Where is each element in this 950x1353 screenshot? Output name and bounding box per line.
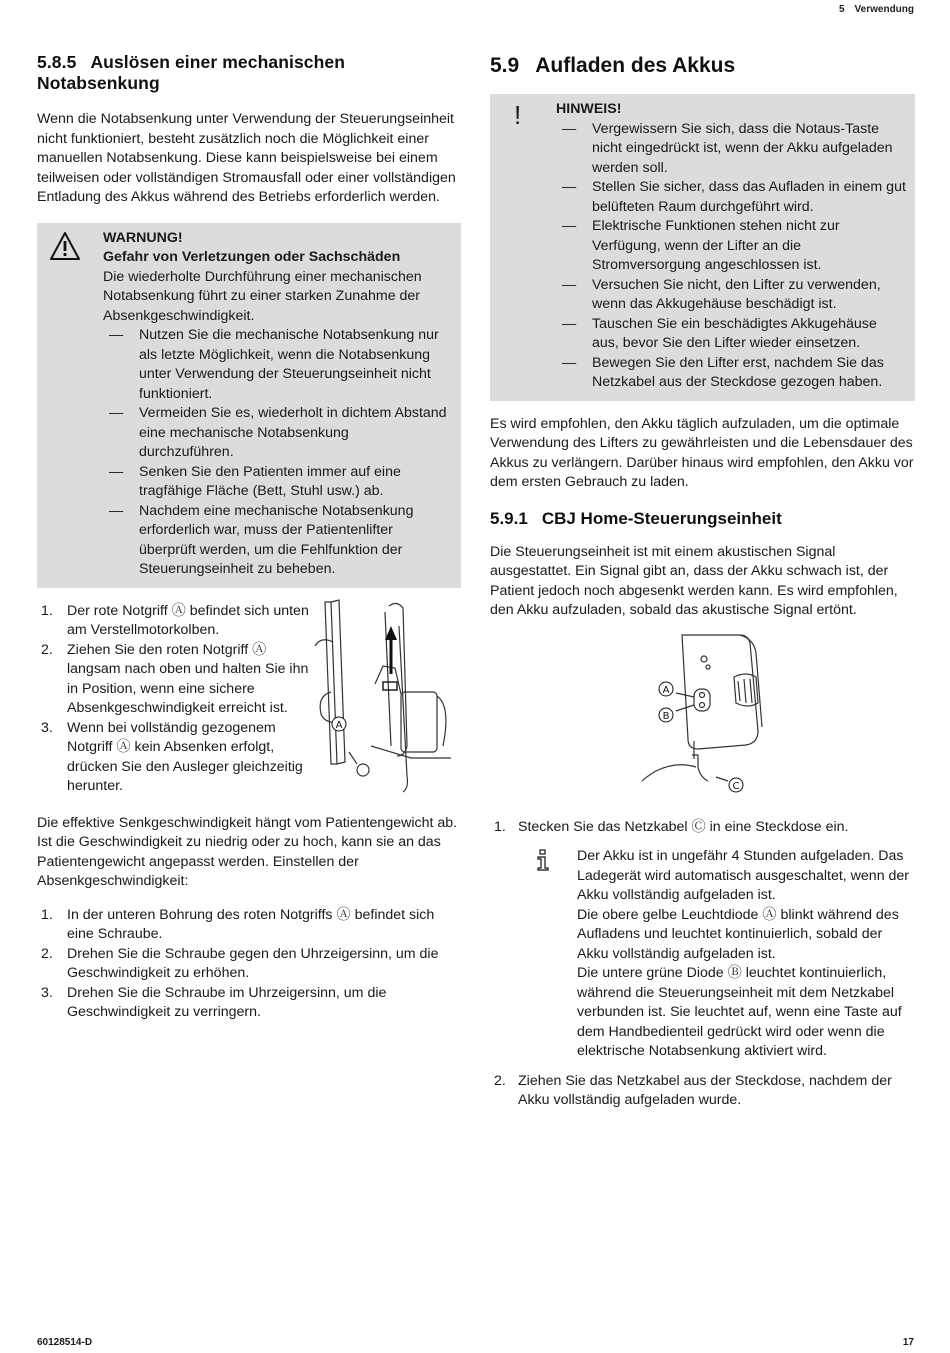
list-item [37, 984, 461, 1023]
section-number: 5.8.5 [37, 52, 77, 72]
warning-label: WARNUNG! [103, 229, 183, 246]
step-number: 1. [41, 602, 53, 619]
footer-doc-id: 60128514-D [37, 1337, 93, 1348]
step-number: 3. [41, 719, 53, 736]
intro-paragraph: Wenn die Notabsenkung unter Verwendung der Steuerungseinheit nicht funktioniert, besteht zusätzlich noch die Möglichkeit einer manuellen Notabsenkung. Diese kann beispielsweise bei einem teilweisen oder vollständigen Stromausfall oder einer vollständigen Entladung des Akkus während des Betriebs erforderlich werden. [37, 111, 456, 205]
notice-item: — Bewegen Sie den Lifter erst, nachdem Sie das Netzkabel aus der Steckdose gezogen haben. [562, 354, 907, 393]
notice-item: — Versuchen Sie nicht, den Lifter zu verwenden, wenn das Akkugehäuse beschädigt ist. [562, 276, 907, 315]
emergency-lever-illustration [311, 596, 461, 796]
section-number: 5.9 [490, 54, 520, 77]
list-item [37, 945, 461, 984]
lowering-steps-section [37, 602, 461, 800]
figure-label-c: C [732, 780, 740, 792]
step-text: Ziehen Sie das Netzkabel aus der Steckdose, nachdem der Akku vollständig aufgeladen wurde. [518, 1072, 892, 1108]
header-chapter-title: Verwendung [854, 4, 914, 15]
exclamation-icon: ! [514, 100, 522, 130]
list-item [37, 906, 461, 945]
notice-item: — Tauschen Sie ein beschädigtes Akkugehäuse aus, bevor Sie den Lifter wieder einsetzen. [562, 315, 907, 354]
section-heading-5-9 [490, 54, 915, 78]
warning-subtitle: Gefahr von Verletzungen oder Sachschäden [103, 249, 401, 265]
charging-steps-list [490, 818, 915, 838]
control-unit-illustration [636, 631, 776, 796]
step-number: 1. [41, 906, 53, 923]
speed-paragraph: Die effektive Senkgeschwindigkeit hängt vom Patientengewicht ab. Ist die Geschwindigkeit zu niedrig oder zu hoch, kann sie an das Patientengewicht angepasst werden. Einstellen der Absenkgeschwindigkeit: [37, 814, 458, 889]
list-item [490, 1072, 915, 1111]
list-item [37, 641, 309, 719]
step-text: Ziehen Sie den roten Notgriff Ⓐ langsam nach oben und halten Sie ihn in Position, wenn eine sichere Absenkgeschwindigkeit erreicht ist. [67, 641, 309, 716]
section-title: Auslösen einer mechanischen Notabsenkung [37, 52, 346, 93]
list-item [490, 818, 915, 838]
info-text: Die obere gelbe Leuchtdiode Ⓐ blinkt während des Aufladens und leuchtet kontinuierlich, sobald der Akku vollständig aufgeladen ist. [577, 906, 899, 962]
info-text: Der Akku ist in ungefähr 4 Stunden aufgeladen. Das Ladegerät wird automatisch ausgeschaltet, wenn der Akku vollständig aufgeladen ist. [577, 848, 910, 903]
step-number: 1. [494, 818, 506, 835]
warning-item: — Nutzen Sie die mechanische Notabsenkung nur als letzte Möglichkeit, wenn die Notabsenkung unter Verwendung der Steuerungseinheit nicht funktioniert. [109, 326, 447, 404]
subsection-title: CBJ Home-Steuerungseinheit [541, 508, 782, 528]
step-number: 2. [41, 641, 53, 658]
figure-label-b: B [662, 710, 670, 722]
info-text: Die untere grüne Diode Ⓑ leuchtet kontinuierlich, während die Steuerungseinheit mit dem Netzkabel verbunden ist. Sie leuchtet auf, wenn eine Taste auf dem Handbedienteil gedrückt wird oder wenn die elektrische Notabsenkung aktiviert wird. [577, 965, 902, 1059]
step-text: Stecken Sie das Netzkabel Ⓒ in eine Steckdose ein. [518, 818, 849, 835]
footer-page-number: 17 [902, 1337, 914, 1348]
step-text: Der rote Notgriff Ⓐ befindet sich unten am Verstellmotorkolben. [67, 602, 309, 638]
lowering-steps-list [37, 602, 309, 797]
section-heading-5-9-1 [490, 509, 915, 529]
step-text: In der unteren Bohrung des roten Notgriffs Ⓐ befindet sich eine Schraube. [67, 906, 435, 942]
warning-item: — Vermeiden Sie es, wiederholt in dichtem Abstand eine mechanische Notabsenkung durchzuführen. [109, 404, 447, 463]
step-text: Drehen Sie die Schraube im Uhrzeigersinn, um die Geschwindigkeit zu verringern. [67, 984, 387, 1020]
warning-triangle-icon [49, 231, 81, 261]
list-item [37, 602, 309, 641]
list-item [37, 719, 309, 797]
left-column [37, 52, 461, 1023]
running-header [839, 4, 914, 15]
speed-adjust-list [37, 906, 461, 1023]
step-text: Wenn bei vollständig gezogenem Notgriff Ⓐ kein Absenken erfolgt, drücken Sie den Ausleger gleichzeitig herunter. [67, 719, 303, 794]
section-title: Aufladen des Akkus [535, 54, 736, 77]
info-icon [536, 849, 550, 871]
warning-item: — Senken Sie den Patienten immer auf eine tragfähige Fläche (Bett, Stuhl usw.) ab. [109, 463, 447, 502]
info-note [490, 847, 915, 1062]
warning-text: Die wiederholte Durchführung einer mechanischen Notabsenkung führt zu einer starken Zunahme der Absenkgeschwindigkeit. [103, 268, 422, 324]
charging-steps-list-2 [490, 1072, 915, 1111]
notice-item: — Vergewissern Sie sich, dass die Notaus-Taste nicht eingedrückt ist, wenn der Akku aufgeladen werden soll. [562, 120, 907, 179]
warning-box [37, 223, 461, 588]
step-text: Drehen Sie die Schraube gegen den Uhrzeigersinn, um die Geschwindigkeit zu erhöhen. [67, 945, 439, 981]
warning-item: — Nachdem eine mechanische Notabsenkung erforderlich war, muss der Patientenlifter überprüft werden, um die Fehlfunktion der Steuerungseinheit zu beheben. [109, 502, 447, 580]
subsection-number: 5.9.1 [490, 508, 528, 528]
signal-paragraph: Die Steuerungseinheit ist mit einem akustischen Signal ausgestattet. Ein Signal gibt an, dass der Akku schwach ist, der Patient jedoch noch abgesenkt werden kann. Es wird empfohlen, den Akku aufzuladen, sobald das akustische Signal ertönt. [490, 543, 898, 618]
figure-label-a: A [662, 684, 670, 696]
figure-label-a: A [335, 719, 343, 731]
step-number: 2. [41, 945, 53, 962]
notice-box [490, 94, 915, 401]
header-chapter-number: 5 [838, 4, 845, 15]
notice-item: — Elektrische Funktionen stehen nicht zur Verfügung, wenn der Lifter an die Stromversorgung angeschlossen ist. [562, 217, 907, 276]
step-number: 2. [494, 1072, 506, 1089]
section-heading-5-8-5 [37, 52, 461, 94]
step-number: 3. [41, 984, 53, 1001]
charging-paragraph: Es wird empfohlen, den Akku täglich aufzuladen, um die optimale Verwendung des Lifters zu gewährleisten und die Lebensdauer des Akkus zu verlängern. Darüber hinaus wird empfohlen, den Akku vor dem ersten Gebrauch zu laden. [490, 415, 914, 490]
notice-item: — Stellen Sie sicher, dass das Aufladen in einem gut belüfteten Raum durchgeführt wird. [562, 178, 907, 217]
right-column [490, 52, 915, 1111]
notice-label: HINWEIS! [556, 101, 622, 117]
